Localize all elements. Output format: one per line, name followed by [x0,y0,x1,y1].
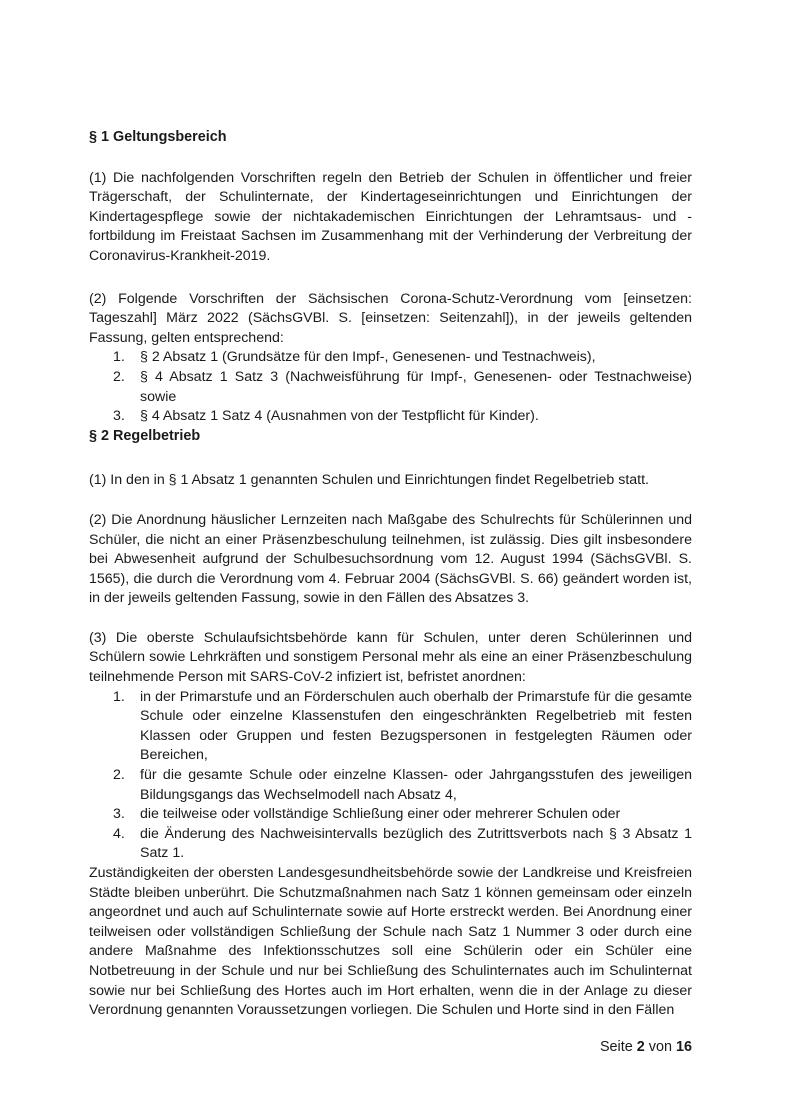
list-item [89,368,692,407]
list-item-number: 1. [113,688,125,705]
section-2-paragraph-1: (1) In den in § 1 Absatz 1 genannten Schulen und Einrichtungen findet Regelbetrieb statt. [89,472,650,489]
list-item-text: in der Primarstufe und an Förderschulen auch oberhalb der Primarstufe für die gesamte Schule oder einzelne Klassenstufen den eingeschränkten Regelbetrieb mit festen Klassen oder Gruppen und festen Bezugspersonen in festgelegten Räumen oder Bereichen, [140,688,692,764]
list-item-text: die Änderung des Nachweisintervalls bezüglich des Zutrittsverbots nach § 3 Absatz 1 Satz 1. [140,825,692,862]
page-number-current: 2 [636,1039,645,1055]
list-item-text: § 2 Absatz 1 (Grundsätze für den Impf-, Genesenen- und Testnachweis), [140,349,596,366]
section-1-list [89,348,692,426]
section-2-list [89,688,692,864]
page-number-separator: von [648,1039,672,1055]
list-item [89,407,692,427]
list-item [89,766,692,805]
list-item-text: § 4 Absatz 1 Satz 4 (Ausnahmen von der Testpflicht für Kinder). [140,408,539,425]
section-2-heading: § 2 Regelbetrieb [89,427,201,444]
list-item-text: § 4 Absatz 1 Satz 3 (Nachweisführung für Impf-, Genesenen- oder Testnachweise) sowie [140,368,692,405]
section-2-paragraph-3: (3) Die oberste Schulaufsichtsbehörde kann für Schulen, unter deren Schülerinnen und Schülern sowie Lehrkräften und sonstigem Personal mehr als eine an einer Präsenzbeschulung teilnehmende Person mit SARS-CoV-2 infiziert ist, befristet anordnen: [89,629,692,686]
section-1-paragraph-2: (2) Folgende Vorschriften der Sächsischen Corona-Schutz-Verordnung vom [einsetzen: Tageszahl] März 2022 (SächsGVBl. S. [einsetzen: Seitenzahl]), in der jeweils geltenden Fassung, gelten entsprechend: [89,290,692,346]
page-number [600,1038,692,1058]
list-item-number: 3. [113,806,125,823]
page-content [89,128,692,1021]
section-1-heading: § 1 Geltungsbereich [89,129,227,145]
list-item [89,805,692,825]
list-item [89,348,692,368]
section-1-paragraph-1: (1) Die nachfolgenden Vorschriften regeln den Betrieb der Schulen in öffentlicher und freier Trägerschaft, der Schulinternate, der Kindertageseinrichtungen und Einrichtungen der Kindertagespflege sowie der nichtakademischen Einrichtungen der Lehramtsaus- und -fortbildung im Freistaat Sachsen im Zusammenhang mit der Verhinderung der Verbreitung der Coronavirus-Krankheit-2019. [89,169,692,264]
list-item-text: die teilweise oder vollständige Schließung einer oder mehrerer Schulen oder [140,806,621,823]
section-2-paragraph-4: Zuständigkeiten der obersten Landesgesundheitsbehörde sowie der Landkreise und Kreisfreien Städte bleiben unberührt. Die Schutzmaßnahmen nach Satz 1 können gemeinsam oder einzeln angeordnet und auch auf Schulinternate sowie auf Horte erstreckt werden. Bei Anordnung einer teilweisen oder vollständigen Schließung der Schule nach Satz 1 Nummer 3 oder durch eine andere Maßnahme des Infektionsschutzes soll eine Schülerin oder ein Schüler eine Notbetreuung in der Schule und nur bei Schließung des Schulinternates auch im Schulinternat sowie nur bei Schließung des Hortes auch im Hort erhalten, wenn die in der Anlage zu dieser Verordnung genannten Voraussetzungen vorliegen. Die Schulen und Horte sind in den Fällen [89,865,692,1019]
list-item-number: 2. [113,767,125,784]
list-item-number: 4. [113,825,125,842]
page-number-prefix: Seite [599,1039,633,1055]
list-item [89,825,692,864]
page-number-total: 16 [675,1039,692,1055]
list-item-number: 2. [113,368,125,385]
list-item-text: für die gesamte Schule oder einzelne Klassen- oder Jahrgangsstufen des jeweiligen Bildungsgangs das Wechselmodell nach Absatz 4, [140,767,692,803]
section-2-paragraph-2: (2) Die Anordnung häuslicher Lernzeiten nach Maßgabe des Schulrechts für Schülerinnen und Schüler, die nicht an einer Präsenzbeschulung teilnehmen, ist zulässig. Dies gilt insbesondere bei Abwesenheit aufgrund der Schulbesuchsordnung vom 12. August 1994 (SächsGVBl. S. 1565), die durch die Verordnung vom 4. Februar 2004 (SächsGVBl. S. 66) geändert worden ist, in der jeweils geltenden Fassung, sowie in den Fällen des Absatzes 3. [89,511,692,607]
list-item [89,688,692,766]
list-item-number: 1. [113,349,125,366]
list-item-number: 3. [113,408,125,425]
